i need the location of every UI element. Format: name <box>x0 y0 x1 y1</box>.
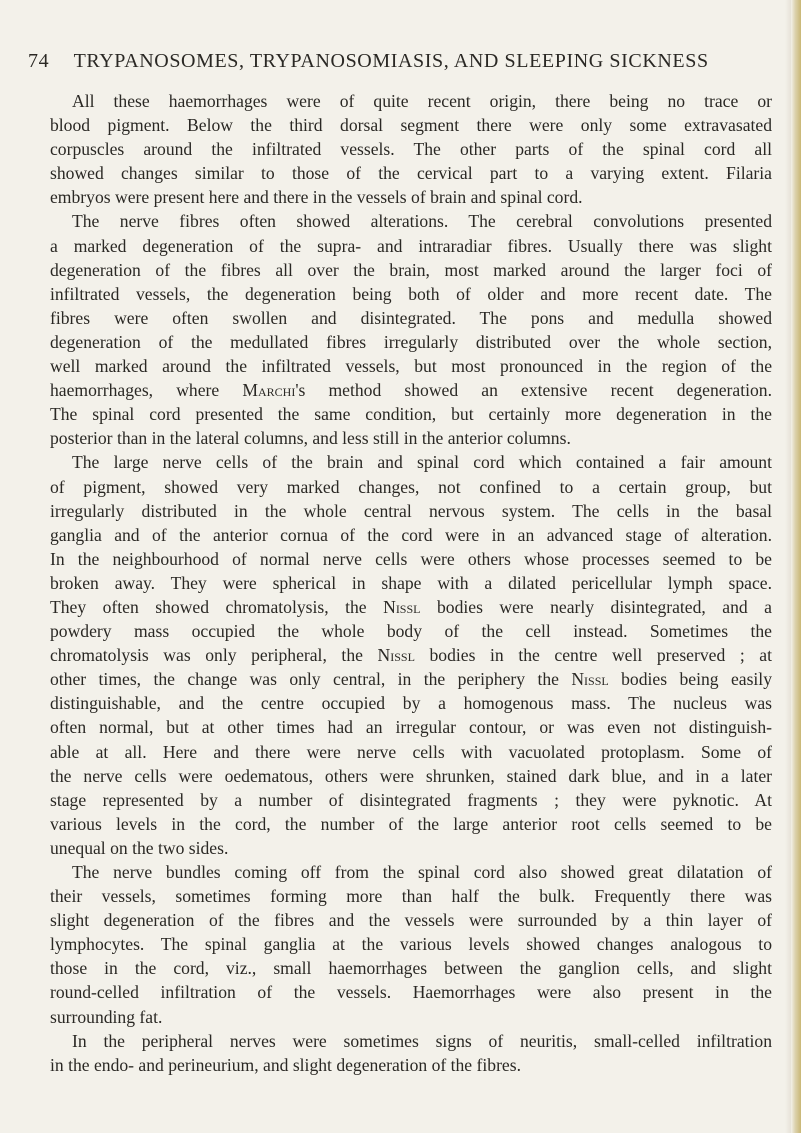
text-line <box>50 499 772 523</box>
text-run: distinguishable, and the centre occupied by a homogenous mass. The nucleus was <box>50 693 772 714</box>
text-line <box>50 450 772 474</box>
text-run: irregularly distributed in the whole central nervous system. The cells in the basal <box>50 500 772 521</box>
text-line <box>50 643 772 667</box>
text-run: All these haemorrhages were of quite recent origin, there being no trace or <box>72 91 772 111</box>
text-line <box>50 378 772 402</box>
text-line <box>50 836 772 860</box>
text-run: round-celled infiltration of the vessels. Haemorrhages were also present in the <box>50 982 772 1003</box>
text-run: degeneration of the fibres all over the brain, most marked around the larger foci of <box>50 259 772 280</box>
text-run: various levels in the cord, the number of the large anterior root cells seemed to be <box>50 813 772 834</box>
text-run: The spinal cord presented the same condition, but certainly more degeneration in the <box>50 404 772 425</box>
running-head: TRYPANOSOMES, TRYPANOSOMIASIS, AND SLEEPING SICKNESS <box>73 50 709 72</box>
page-edge <box>791 0 801 1133</box>
text-run: The nerve bundles coming off from the spinal cord also showed great dilatation of <box>72 862 772 882</box>
text-run: other times, the change was only central, in the periphery the <box>50 669 572 690</box>
text-run: often normal, but at other times had an irregular contour, or was even not distinguish- <box>50 717 772 738</box>
text-line <box>50 354 772 378</box>
text-line <box>50 258 772 282</box>
text-run: fibres were often swollen and disintegrated. The pons and medulla showed <box>50 307 772 328</box>
text-run: a marked degeneration of the supra- and intraradiar fibres. Usually there was slight <box>50 235 772 256</box>
text-line <box>50 161 772 185</box>
author-name: Nissl <box>571 669 609 690</box>
page-header <box>28 50 768 74</box>
text-run: bodies being easily <box>608 669 772 690</box>
text-line <box>50 306 772 330</box>
text-line <box>50 691 772 715</box>
text-line <box>50 234 772 258</box>
text-run: well marked around the infiltrated vessels, but most pronounced in the region of the <box>50 356 772 377</box>
text-line <box>50 788 772 812</box>
text-run: in the endo- and perineurium, and slight degeneration of the fibres. <box>50 1054 521 1075</box>
text-run: The large nerve cells of the brain and spinal cord which contained a fair amount <box>72 452 772 473</box>
text-line <box>50 330 772 354</box>
text-run: bodies were nearly disintegrated, and a <box>420 596 772 617</box>
text-line <box>50 619 772 643</box>
text-line <box>50 282 772 306</box>
text-run: unequal on the two sides. <box>50 837 229 858</box>
text-run: infiltrated vessels, the degeneration being both of older and more recent date. The <box>50 283 772 304</box>
text-line <box>50 137 772 161</box>
text-line <box>50 956 772 980</box>
text-run: They often showed chromatolysis, the <box>50 596 384 617</box>
text-run: bodies in the centre well preserved ; at <box>414 645 772 666</box>
text-run: haemorrhages, where <box>50 380 243 401</box>
text-line <box>50 667 772 691</box>
text-run: those in the cord, viz., small haemorrhages between the ganglion cells, and slight <box>50 958 772 979</box>
text-line <box>50 932 772 956</box>
text-line <box>50 547 772 571</box>
text-line <box>50 884 772 908</box>
author-name: Nissl <box>377 645 415 666</box>
text-run: their vessels, sometimes forming more than half the bulk. Frequently there was <box>50 886 772 907</box>
text-run: broken away. They were spherical in shape with a dilated pericellular lymph space. <box>50 572 772 593</box>
body-text <box>50 89 772 1077</box>
page-number: 74 <box>28 50 50 72</box>
text-line <box>50 475 772 499</box>
text-line <box>50 523 772 547</box>
text-line <box>50 1053 772 1077</box>
text-run: The nerve fibres often showed alterations. The cerebral convolutions presented <box>72 211 772 232</box>
text-run: In the peripheral nerves were sometimes signs of neuritis, small-celled infiltration <box>72 1030 772 1051</box>
author-name: Marchi <box>242 380 296 401</box>
text-line <box>50 764 772 788</box>
text-line <box>50 426 772 450</box>
text-run: of pigment, showed very marked changes, not confined to a certain group, but <box>50 476 772 497</box>
text-line <box>50 1029 772 1053</box>
text-line <box>50 209 772 233</box>
text-line <box>50 402 772 426</box>
text-run: lymphocytes. The spinal ganglia at the various levels showed changes analogous to <box>50 934 772 955</box>
text-line <box>50 908 772 932</box>
text-run: stage represented by a number of disintegrated fragments ; they were pyknotic. At <box>50 789 772 810</box>
text-run: able at all. Here and there were nerve cells with vacuolated protoplasm. Some of <box>50 741 772 762</box>
text-run: blood pigment. Below the third dorsal segment there were only some extravasated <box>50 115 772 136</box>
text-line <box>50 812 772 836</box>
text-line <box>50 740 772 764</box>
text-run: the nerve cells were oedematous, others were shrunken, stained dark blue, and in a later <box>50 765 772 786</box>
text-run: posterior than in the lateral columns, and less still in the anterior columns. <box>50 428 571 449</box>
text-line <box>50 1005 772 1029</box>
text-run: chromatolysis was only peripheral, the <box>50 645 378 666</box>
text-run: corpuscles around the infiltrated vessels. The other parts of the spinal cord all <box>50 139 772 160</box>
text-run: slight degeneration of the fibres and the vessels were surrounded by a thin layer of <box>50 910 772 931</box>
text-line <box>50 595 772 619</box>
text-line <box>50 185 772 209</box>
text-line <box>50 980 772 1004</box>
text-run: degeneration of the medullated fibres irregularly distributed over the whole section, <box>50 331 772 352</box>
text-line <box>50 113 772 137</box>
text-run: powdery mass occupied the whole body of the cell instead. Sometimes the <box>50 621 772 642</box>
text-run: embryos were present here and there in the vessels of brain and spinal cord. <box>50 187 583 208</box>
text-run: showed changes similar to those of the cervical part to a varying extent. Filaria <box>50 163 772 184</box>
text-line <box>50 89 772 113</box>
text-run: surrounding fat. <box>50 1006 163 1027</box>
text-run: 's method showed an extensive recent degeneration. <box>295 380 772 401</box>
text-line <box>50 571 772 595</box>
author-name: Nissl <box>383 596 421 617</box>
text-line <box>50 860 772 884</box>
text-run: ganglia and of the anterior cornua of the cord were in an advanced stage of alteration. <box>50 524 772 545</box>
text-run: In the neighbourhood of normal nerve cells were others whose processes seemed to be <box>50 548 772 569</box>
text-line <box>50 715 772 739</box>
